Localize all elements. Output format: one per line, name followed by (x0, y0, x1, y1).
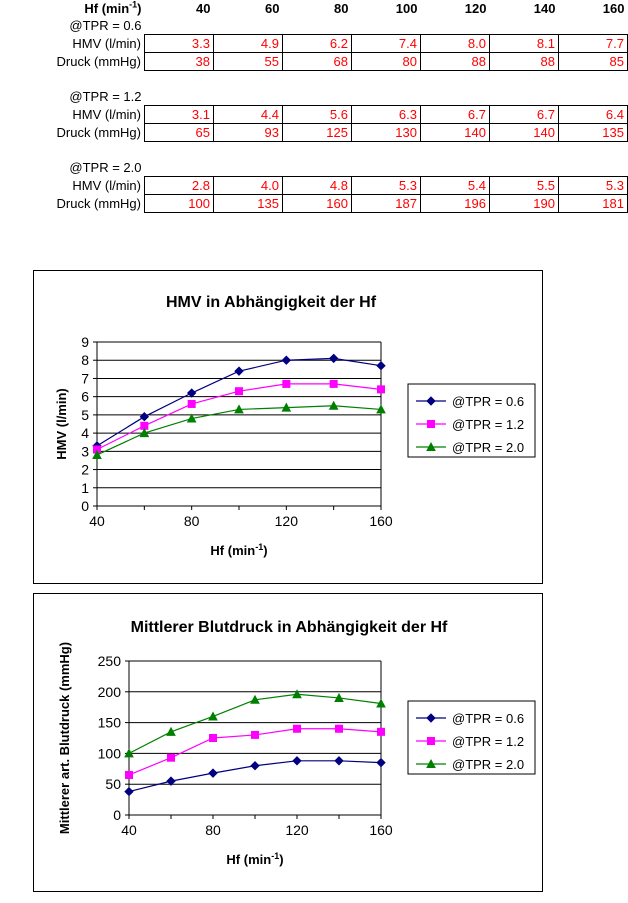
data-point (283, 380, 290, 387)
table-value-cell: 88 (490, 53, 559, 71)
table-empty-cell (283, 17, 352, 35)
table-group-label: @TPR = 2.0 (69, 160, 142, 176)
data-point (188, 400, 195, 407)
y-axis-label: HMV (l/min) (54, 388, 69, 460)
y-tick-label: 150 (97, 714, 121, 731)
table-value-cell: 8.0 (421, 35, 490, 53)
header-label-close: ) (137, 1, 142, 16)
table-row-label: Druck (mmHg) (56, 54, 141, 69)
header-label-sup: -1 (129, 0, 138, 10)
table-empty-cell (214, 159, 283, 177)
table-value-cell: 140 (421, 124, 490, 142)
table-value-cell: 190 (490, 195, 559, 213)
table-value-cell: 160 (283, 195, 352, 213)
table-empty-cell (559, 88, 628, 106)
table-value-cell: 6.4 (559, 106, 628, 124)
legend-marker (428, 421, 435, 428)
table-value-cell: 125 (283, 124, 352, 142)
legend-entry: @TPR = 0.6 (452, 394, 525, 409)
table-value-cell: 140 (490, 124, 559, 142)
y-tick-label: 1 (81, 479, 89, 496)
table-column-header: 100 (395, 1, 418, 16)
table-value-cell: 4.4 (214, 106, 283, 124)
table-value-cell: 135 (214, 195, 283, 213)
x-tick-label: 80 (205, 822, 221, 838)
table-empty-cell (490, 159, 559, 177)
data-point (210, 735, 217, 742)
data-table-sheet (0, 0, 628, 240)
table-value-cell: 4.0 (214, 177, 283, 195)
x-tick-label: 80 (183, 513, 200, 529)
x-axis-label (226, 851, 283, 867)
data-point (330, 380, 337, 387)
table-value-cell: 5.3 (352, 177, 421, 195)
table-value-cell: 93 (214, 124, 283, 142)
legend-entry: @TPR = 2.0 (452, 440, 525, 455)
chart-hmv-frame (33, 270, 543, 584)
table-value-cell: 196 (421, 195, 490, 213)
chart-title: HMV in Abhängigkeit der Hf (165, 294, 377, 311)
table-row-label: HMV (l/min) (72, 178, 141, 193)
table-value-cell: 7.4 (352, 35, 421, 53)
y-tick-label: 200 (97, 683, 121, 700)
table-empty-cell (421, 17, 490, 35)
table-value-cell: 80 (352, 53, 421, 71)
table-row (0, 106, 628, 124)
table-value-cell: 4.8 (283, 177, 352, 195)
y-tick-label: 2 (81, 461, 89, 478)
table-group-label: @TPR = 0.6 (69, 18, 142, 34)
table-value-cell: 5.6 (283, 106, 352, 124)
table-empty-cell (352, 159, 421, 177)
legend-entry: @TPR = 1.2 (452, 417, 525, 432)
legend-entry: @TPR = 1.2 (452, 734, 525, 749)
table-row-label: HMV (l/min) (72, 36, 141, 51)
x-axis-label-sup: -1 (271, 851, 280, 861)
table-spacer-row (0, 142, 628, 160)
table-column-header: 60 (265, 1, 280, 16)
y-tick-label: 50 (105, 776, 121, 793)
table-value-cell: 135 (559, 124, 628, 142)
table-empty-cell (352, 88, 421, 106)
table-empty-cell (421, 88, 490, 106)
table-value-cell: 65 (145, 124, 214, 142)
table-empty-cell (490, 17, 559, 35)
table-row (0, 177, 628, 195)
table-empty-cell (145, 17, 214, 35)
table-value-cell: 130 (352, 124, 421, 142)
table-column-header: 40 (196, 1, 211, 16)
x-axis-label-text: Hf (min (210, 543, 256, 558)
table-empty-cell (283, 159, 352, 177)
data-point (378, 386, 385, 393)
x-axis-label-sup: -1 (255, 542, 264, 552)
chart-blutdruck-frame (33, 593, 543, 892)
table-column-header: 160 (602, 1, 625, 16)
chart-title: Mittlerer Blutdruck in Abhängigkeit der Hf (130, 619, 448, 636)
table-row-label: Druck (mmHg) (56, 196, 141, 211)
table-value-cell: 5.3 (559, 177, 628, 195)
table-group-label: @TPR = 1.2 (69, 89, 142, 105)
table-value-cell: 68 (283, 53, 352, 71)
y-tick-label: 4 (81, 425, 89, 442)
legend-entry: @TPR = 0.6 (452, 711, 525, 726)
table-row-label: HMV (l/min) (72, 107, 141, 122)
table-column-header: 80 (334, 1, 349, 16)
table-header-label (0, 0, 145, 17)
y-tick-label: 6 (81, 388, 89, 405)
table-empty-cell (559, 17, 628, 35)
table-empty-cell (145, 88, 214, 106)
table-group-row (0, 88, 628, 106)
x-tick-label: 40 (121, 822, 137, 838)
table-row (0, 195, 628, 213)
table-row (0, 35, 628, 53)
data-point (126, 771, 133, 778)
y-tick-label: 250 (97, 653, 121, 669)
table-value-cell: 181 (559, 195, 628, 213)
x-tick-label: 120 (285, 822, 309, 838)
table-value-cell: 88 (421, 53, 490, 71)
table-row-label: Druck (mmHg) (56, 125, 141, 140)
table-spacer-cell (0, 142, 628, 160)
table-empty-cell (421, 159, 490, 177)
table-value-cell: 55 (214, 53, 283, 71)
data-point (336, 725, 343, 732)
table-header-row (0, 0, 628, 17)
table-empty-cell (214, 88, 283, 106)
legend-marker (428, 738, 435, 745)
table-value-cell: 2.8 (145, 177, 214, 195)
data-point (294, 725, 301, 732)
table-value-cell: 5.4 (421, 177, 490, 195)
table-value-cell: 6.2 (283, 35, 352, 53)
data-point (252, 731, 259, 738)
x-axis-label (210, 542, 267, 558)
table-column-header: 120 (464, 1, 487, 16)
x-axis-label-text: Hf (min (226, 852, 272, 867)
x-axis-label-close: ) (279, 852, 284, 867)
table-empty-cell (283, 88, 352, 106)
table-value-cell: 6.3 (352, 106, 421, 124)
table-spacer-cell (0, 71, 628, 89)
table-empty-cell (352, 17, 421, 35)
table-value-cell: 6.7 (421, 106, 490, 124)
table-row (0, 124, 628, 142)
table-value-cell: 100 (145, 195, 214, 213)
y-tick-label: 9 (81, 334, 89, 350)
legend-entry: @TPR = 2.0 (452, 757, 525, 772)
x-tick-label: 160 (369, 513, 393, 529)
x-tick-label: 120 (274, 513, 299, 529)
table-empty-cell (490, 88, 559, 106)
y-tick-label: 0 (81, 498, 89, 514)
y-tick-label: 5 (81, 406, 89, 423)
table-column-header: 140 (533, 1, 556, 16)
table-value-cell: 4.9 (214, 35, 283, 53)
data-table (0, 0, 628, 213)
table-value-cell: 3.3 (145, 35, 214, 53)
data-point (378, 728, 385, 735)
table-value-cell: 7.7 (559, 35, 628, 53)
table-value-cell: 6.7 (490, 106, 559, 124)
chart-blutdruck (34, 594, 542, 891)
table-value-cell: 38 (145, 53, 214, 71)
chart-hmv (34, 271, 542, 583)
data-point (236, 388, 243, 395)
data-point (168, 754, 175, 761)
x-tick-label: 160 (369, 822, 393, 838)
table-spacer-row (0, 71, 628, 89)
table-row (0, 53, 628, 71)
table-value-cell: 3.1 (145, 106, 214, 124)
table-value-cell: 85 (559, 53, 628, 71)
table-value-cell: 5.5 (490, 177, 559, 195)
header-label-text: Hf (min (84, 1, 130, 16)
y-tick-label: 3 (81, 443, 89, 460)
y-tick-label: 0 (113, 807, 121, 823)
table-empty-cell (559, 159, 628, 177)
table-group-row (0, 159, 628, 177)
table-value-cell: 187 (352, 195, 421, 213)
table-group-row (0, 17, 628, 35)
y-tick-label: 8 (81, 352, 89, 369)
y-tick-label: 7 (81, 370, 89, 387)
x-tick-label: 40 (89, 513, 105, 529)
table-empty-cell (145, 159, 214, 177)
x-axis-label-close: ) (263, 543, 268, 558)
y-tick-label: 100 (97, 745, 121, 762)
table-empty-cell (214, 17, 283, 35)
y-axis-label: Mittlerer art. Blutdruck (mmHg) (57, 641, 72, 835)
table-value-cell: 8.1 (490, 35, 559, 53)
